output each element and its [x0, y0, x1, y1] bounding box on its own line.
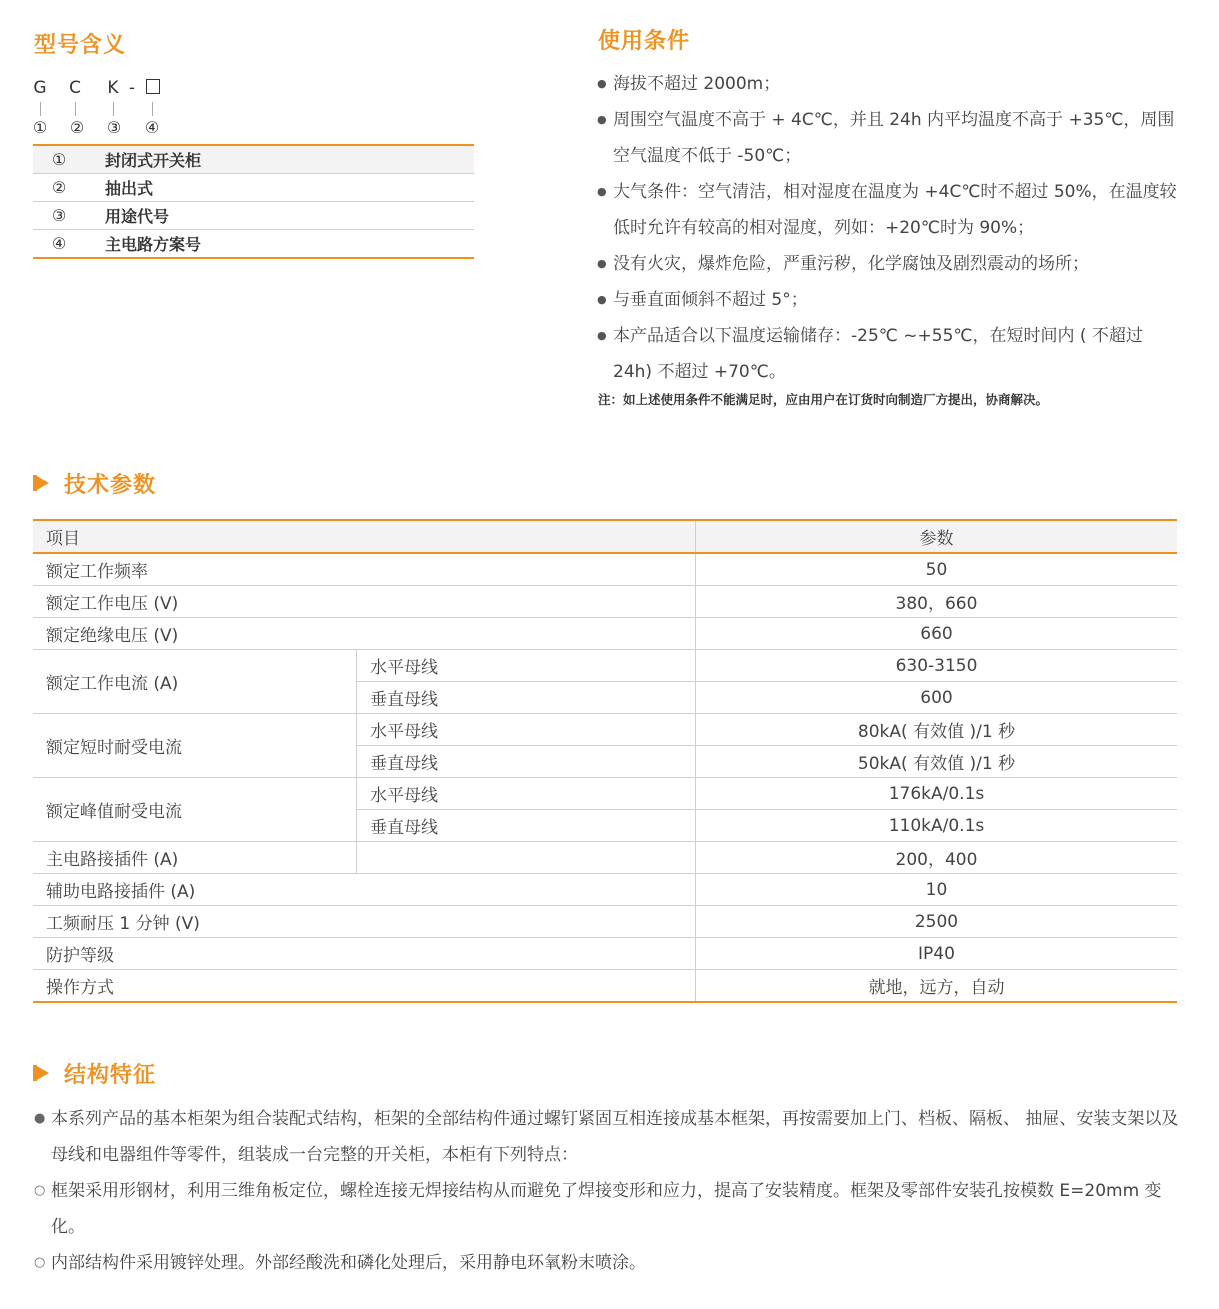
table-row — [33, 714, 1177, 746]
row-label: 额定工作频率 — [33, 553, 696, 586]
code-box-icon — [143, 78, 163, 98]
table-row — [33, 938, 1177, 970]
code-number: ④ — [144, 118, 160, 137]
table-row — [33, 145, 474, 174]
structure-title: 结构特征 — [64, 1063, 157, 1088]
list-item — [34, 1173, 1179, 1245]
row-label: 额定绝缘电压 (V) — [33, 618, 696, 650]
model-num: ① — [33, 145, 85, 174]
row-value: 50 — [696, 553, 1178, 586]
play-arrow-icon — [35, 1065, 49, 1081]
model-num: ③ — [33, 202, 85, 230]
list-item-text: 本系列产品的基本柜架为组合装配式结构，柜架的全部结构件通过螺钉紧固互相连接成基本框架，再按需要加上门、档板、隔板、 抽屉、安装支架以及母线和电器组件等零件，组装成一台完整的开关柜，本柜有下列特点： — [51, 1109, 1179, 1165]
model-num: ④ — [33, 230, 85, 259]
play-arrow-icon — [35, 475, 49, 491]
code-letter: G — [33, 78, 47, 98]
tech-table — [33, 519, 1177, 1003]
table-row — [33, 842, 1177, 874]
row-value: 660 — [696, 618, 1178, 650]
row-label: 额定工作电流 (A) — [33, 650, 357, 714]
table-header-row — [33, 520, 1177, 553]
code-letter: C — [69, 78, 81, 98]
table-row — [33, 618, 1177, 650]
code-connector — [40, 102, 41, 116]
code-connector — [75, 102, 76, 116]
row-value: 就地，远方，自动 — [696, 970, 1178, 1003]
row-sublabel-empty — [357, 842, 696, 874]
row-sublabel: 垂直母线 — [357, 682, 696, 714]
row-label: 操作方式 — [33, 970, 696, 1003]
code-connector — [152, 102, 153, 116]
row-label: 辅助电路接插件 (A) — [33, 874, 696, 906]
row-value: 50kA( 有效值 )/1 秒 — [696, 746, 1178, 778]
row-value: 176kA/0.1s — [696, 778, 1178, 810]
model-desc: 主电路方案号 — [85, 230, 474, 259]
row-sublabel: 水平母线 — [357, 778, 696, 810]
table-row — [33, 778, 1177, 810]
model-table — [33, 144, 474, 259]
bullet-icon: ● — [34, 1111, 46, 1126]
row-sublabel: 垂直母线 — [357, 746, 696, 778]
row-sublabel: 垂直母线 — [357, 810, 696, 842]
row-sublabel: 水平母线 — [357, 714, 696, 746]
table-row — [33, 970, 1177, 1003]
list-item — [34, 1101, 1179, 1173]
list-item — [34, 1245, 1179, 1281]
table-row — [33, 586, 1177, 618]
table-row — [33, 202, 474, 230]
row-label: 额定短时耐受电流 — [33, 714, 357, 778]
code-number: ① — [32, 118, 48, 137]
row-value: 600 — [696, 682, 1178, 714]
row-value: 630-3150 — [696, 650, 1178, 682]
list-item: ● 海拔不超过 2000m； — [597, 66, 1177, 102]
code-number: ③ — [106, 118, 122, 137]
row-label: 工频耐压 1 分钟 (V) — [33, 906, 696, 938]
model-desc: 抽出式 — [85, 174, 474, 202]
table-row — [33, 230, 474, 259]
circle-bullet-icon: ○ — [34, 1255, 46, 1270]
list-item-text: 内部结构件采用镀锌处理。外部经酸洗和磷化处理后，采用静电环氧粉末喷涂。 — [51, 1253, 646, 1273]
table-row — [33, 650, 1177, 682]
row-value: 80kA( 有效值 )/1 秒 — [696, 714, 1178, 746]
row-value: 380，660 — [696, 586, 1178, 618]
table-row — [33, 874, 1177, 906]
row-value: IP40 — [696, 938, 1178, 970]
list-item: ● 与垂直面倾斜不超过 5°； — [597, 282, 1177, 318]
header-param: 参数 — [696, 520, 1178, 553]
model-num: ② — [33, 174, 85, 202]
row-value: 10 — [696, 874, 1178, 906]
table-row — [33, 906, 1177, 938]
row-label: 主电路接插件 (A) — [33, 842, 357, 874]
conditions-title: 使用条件 — [598, 29, 691, 54]
row-value: 200，400 — [696, 842, 1178, 874]
list-item: ● 周围空气温度不高于 + 4C℃，并且 24h 内平均温度不高于 +35℃，周围空气温度不低于 -50℃； — [597, 102, 1177, 174]
table-row — [33, 174, 474, 202]
table-row — [33, 553, 1177, 586]
structure-list — [34, 1101, 1179, 1281]
list-item: ● 大气条件：空气清洁，相对湿度在温度为 +4C℃时不超过 50%，在温度较低时允许有较高的相对湿度，列如：+20℃时为 90%； — [597, 174, 1177, 246]
model-desc: 封闭式开关柜 — [85, 145, 474, 174]
model-desc: 用途代号 — [85, 202, 474, 230]
row-sublabel: 水平母线 — [357, 650, 696, 682]
model-title: 型号含义 — [34, 33, 127, 58]
code-letter: - — [128, 78, 136, 98]
tech-title: 技术参数 — [64, 473, 157, 498]
row-value: 110kA/0.1s — [696, 810, 1178, 842]
list-item: ● 本产品适合以下温度运输储存：-25℃ ~+55℃，在短时间内 ( 不超过 24h) 不超过 +70℃。 — [597, 318, 1177, 390]
header-item: 项目 — [33, 520, 696, 553]
row-label: 额定工作电压 (V) — [33, 586, 696, 618]
circle-bullet-icon: ○ — [34, 1183, 46, 1198]
list-item: ● 没有火灾，爆炸危险，严重污秽，化学腐蚀及剧烈震动的场所； — [597, 246, 1177, 282]
conditions-note: 注：如上述使用条件不能满足时，应由用户在订货时向制造厂方提出，协商解决。 — [598, 392, 1049, 407]
code-number: ② — [69, 118, 85, 137]
conditions-list — [597, 66, 1177, 390]
code-letter: K — [107, 78, 119, 98]
row-label: 额定峰值耐受电流 — [33, 778, 357, 842]
code-connector — [113, 102, 114, 116]
list-item-text: 框架采用形钢材，利用三维角板定位，螺栓连接无焊接结构从而避免了焊接变形和应力，提高了安装精度。框架及零部件安装孔按模数 E=20mm 变化。 — [51, 1181, 1162, 1237]
row-value: 2500 — [696, 906, 1178, 938]
row-label: 防护等级 — [33, 938, 696, 970]
